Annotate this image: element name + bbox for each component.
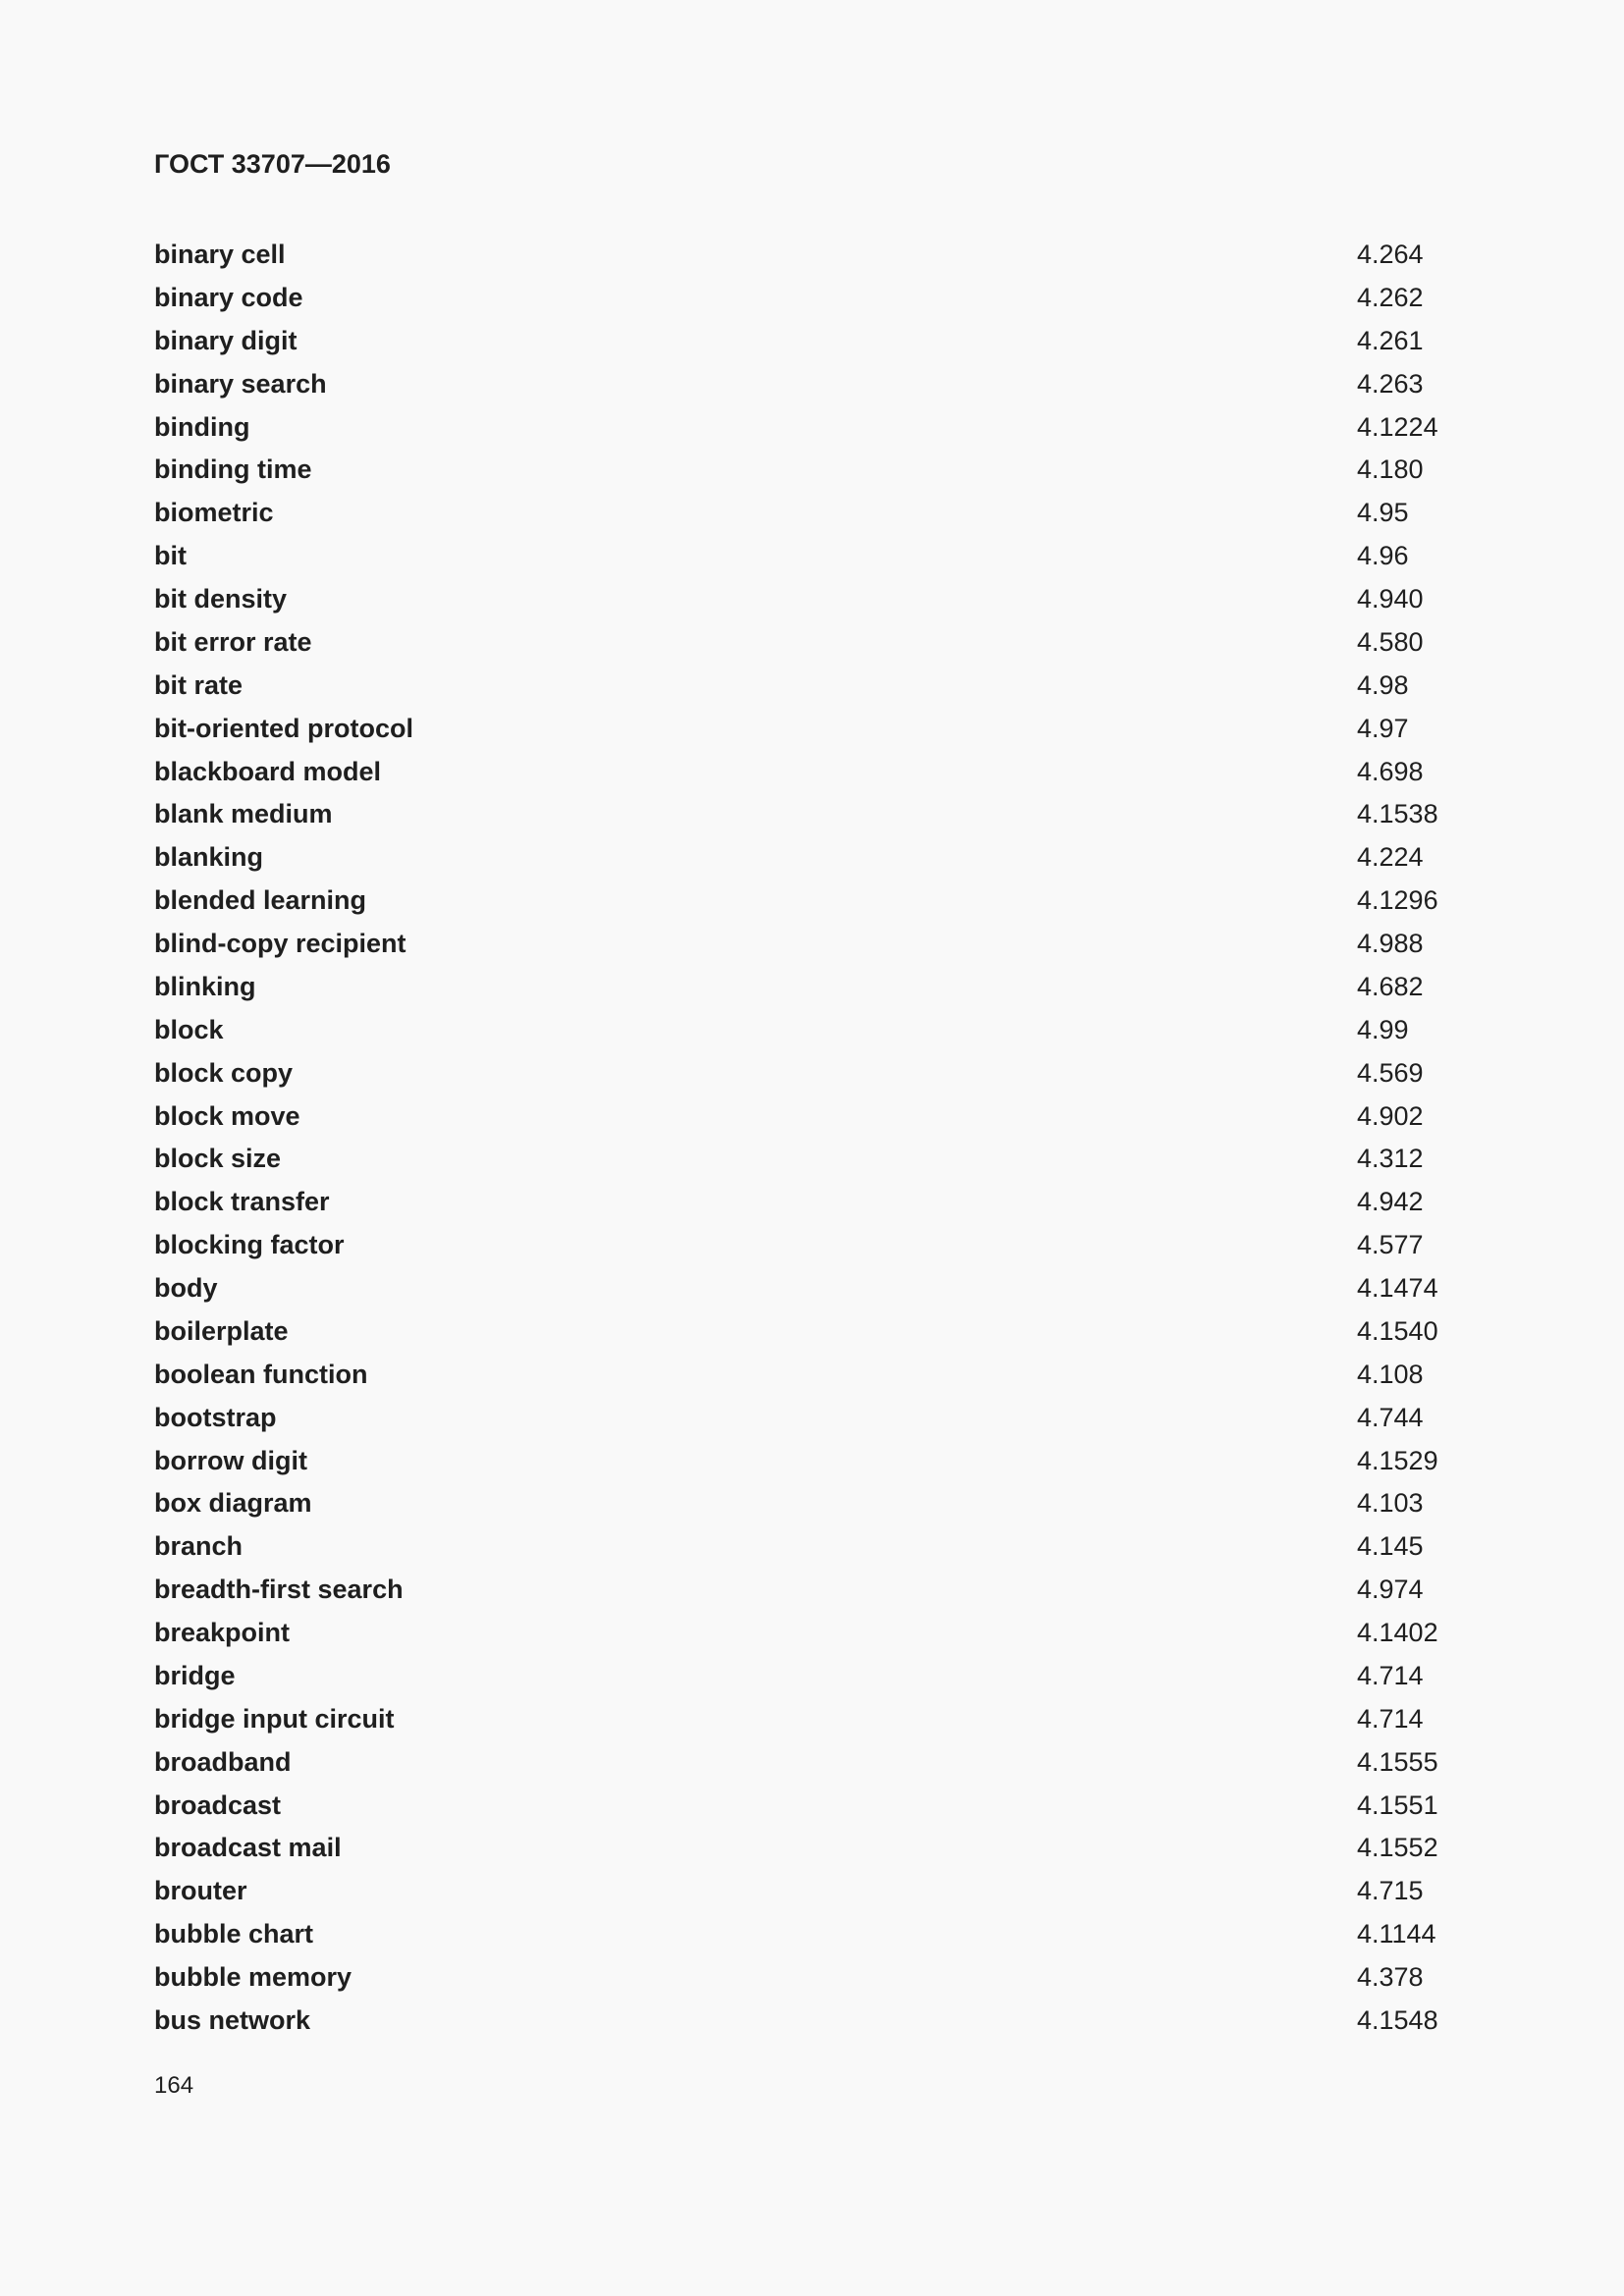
index-ref-number: 4.698	[1357, 756, 1424, 786]
index-entry	[154, 1401, 1470, 1444]
index-ref-number: 4.263	[1357, 368, 1424, 399]
index-term: blank medium	[154, 799, 333, 829]
index-term: binary cell	[154, 240, 286, 269]
index-ref-number: 4.1402	[1357, 1618, 1438, 1647]
index-term: branch	[154, 1531, 244, 1562]
index-term: bit rate	[154, 669, 244, 700]
index-ref-number: 4.103	[1357, 1488, 1424, 1519]
index-entry	[154, 1185, 1470, 1228]
index-term: block	[154, 1014, 224, 1044]
index-entry	[154, 970, 1470, 1013]
term-index-list	[154, 238, 1470, 2047]
index-term: broadcast mail	[154, 1833, 342, 1863]
index-term: binary digit	[154, 325, 298, 355]
index-term: bit-oriented protocol	[154, 713, 413, 743]
index-entry	[154, 539, 1470, 582]
index-term: block copy	[154, 1057, 294, 1088]
index-term: broadband	[154, 1746, 292, 1777]
index-entry	[154, 1444, 1470, 1487]
index-ref-number: 4.902	[1357, 1100, 1424, 1131]
index-term: blended learning	[154, 885, 367, 916]
index-term: borrow digit	[154, 1445, 307, 1475]
index-ref-number: 4.1540	[1357, 1315, 1438, 1346]
index-entry	[154, 1013, 1470, 1056]
index-term: bit error rate	[154, 626, 312, 657]
index-ref-number: 4.180	[1357, 454, 1424, 485]
index-ref-number: 4.1144	[1357, 1919, 1436, 1949]
index-term: blackboard model	[154, 756, 382, 786]
index-entry	[154, 1917, 1470, 1960]
index-entry	[154, 668, 1470, 712]
index-ref-number: 4.715	[1357, 1876, 1424, 1906]
index-entry	[154, 1789, 1470, 1832]
index-entry	[154, 840, 1470, 883]
index-ref-number: 4.577	[1357, 1230, 1424, 1260]
index-entry	[154, 883, 1470, 927]
index-entry	[154, 453, 1470, 496]
index-ref-number: 4.942	[1357, 1187, 1424, 1217]
index-ref-number: 4.108	[1357, 1359, 1424, 1389]
index-term: binary search	[154, 368, 327, 399]
index-ref-number: 4.1296	[1357, 885, 1438, 916]
index-ref-number: 4.97	[1357, 713, 1409, 743]
index-term: breadth-first search	[154, 1575, 404, 1605]
index-term: binary code	[154, 282, 303, 312]
index-ref-number: 4.580	[1357, 626, 1424, 657]
index-ref-number: 4.1555	[1357, 1746, 1438, 1777]
index-term: block move	[154, 1100, 300, 1131]
index-ref-number: 4.96	[1357, 541, 1409, 571]
index-term: boolean function	[154, 1359, 368, 1389]
index-entry	[154, 625, 1470, 668]
index-entry	[154, 1099, 1470, 1143]
index-ref-number: 4.744	[1357, 1402, 1424, 1432]
index-entry	[154, 1529, 1470, 1573]
index-ref-number: 4.1551	[1357, 1789, 1438, 1820]
index-term: blinking	[154, 971, 256, 1001]
index-entry	[154, 582, 1470, 625]
index-entry	[154, 1874, 1470, 1917]
index-ref-number: 4.264	[1357, 240, 1424, 269]
index-entry	[154, 1228, 1470, 1271]
index-term: binding	[154, 411, 250, 442]
index-term: boilerplate	[154, 1315, 289, 1346]
index-term: blanking	[154, 842, 264, 873]
index-term: block size	[154, 1144, 282, 1174]
index-ref-number: 4.378	[1357, 1962, 1424, 1992]
index-ref-number: 4.682	[1357, 971, 1424, 1001]
index-ref-number: 4.1548	[1357, 2004, 1438, 2035]
index-term: bridge input circuit	[154, 1703, 395, 1734]
index-ref-number: 4.99	[1357, 1014, 1409, 1044]
document-header: ГОСТ 33707—2016	[154, 149, 391, 179]
index-ref-number: 4.714	[1357, 1703, 1424, 1734]
index-ref-number: 4.569	[1357, 1057, 1424, 1088]
index-ref-number: 4.1224	[1357, 411, 1438, 442]
index-term: box diagram	[154, 1488, 312, 1519]
index-ref-number: 4.1529	[1357, 1445, 1438, 1475]
index-entry	[154, 797, 1470, 840]
index-ref-number: 4.988	[1357, 929, 1424, 958]
index-term: blind-copy recipient	[154, 929, 406, 958]
index-term: body	[154, 1273, 218, 1303]
index-term: bus network	[154, 2004, 311, 2035]
index-entry	[154, 1745, 1470, 1789]
index-entry	[154, 410, 1470, 454]
index-entry	[154, 1831, 1470, 1874]
index-entry	[154, 1271, 1470, 1314]
index-term: binding time	[154, 454, 312, 485]
index-term: bit density	[154, 584, 288, 614]
index-entry	[154, 1960, 1470, 2003]
index-ref-number: 4.312	[1357, 1144, 1424, 1174]
index-entry	[154, 1314, 1470, 1358]
index-ref-number: 4.974	[1357, 1575, 1424, 1605]
index-entry	[154, 1573, 1470, 1616]
index-term: broadcast	[154, 1789, 282, 1820]
index-ref-number: 4.261	[1357, 325, 1424, 355]
index-entry	[154, 1702, 1470, 1745]
index-term: block transfer	[154, 1187, 330, 1217]
index-ref-number: 4.714	[1357, 1660, 1424, 1690]
index-entry	[154, 1358, 1470, 1401]
index-term: bootstrap	[154, 1402, 277, 1432]
index-ref-number: 4.940	[1357, 584, 1424, 614]
index-entry	[154, 755, 1470, 798]
index-entry	[154, 281, 1470, 324]
index-term: breakpoint	[154, 1618, 291, 1647]
index-entry	[154, 496, 1470, 539]
index-ref-number: 4.1538	[1357, 799, 1438, 829]
page-number: 164	[154, 2072, 194, 2099]
index-term: bridge	[154, 1660, 236, 1690]
index-entry	[154, 2003, 1470, 2047]
index-term: biometric	[154, 498, 274, 528]
index-entry	[154, 712, 1470, 755]
index-entry	[154, 1056, 1470, 1099]
index-entry	[154, 1659, 1470, 1702]
index-ref-number: 4.98	[1357, 669, 1409, 700]
index-ref-number: 4.262	[1357, 282, 1424, 312]
index-entry	[154, 367, 1470, 410]
index-ref-number: 4.145	[1357, 1531, 1424, 1562]
index-entry	[154, 238, 1470, 281]
index-entry	[154, 1616, 1470, 1659]
index-ref-number: 4.224	[1357, 842, 1424, 873]
index-entry	[154, 1486, 1470, 1529]
index-ref-number: 4.1474	[1357, 1273, 1438, 1303]
index-term: blocking factor	[154, 1230, 345, 1260]
index-term: brouter	[154, 1876, 247, 1906]
index-entry	[154, 1142, 1470, 1185]
index-ref-number: 4.95	[1357, 498, 1409, 528]
index-entry	[154, 324, 1470, 367]
index-term: bubble chart	[154, 1919, 314, 1949]
index-term: bit	[154, 541, 187, 571]
index-ref-number: 4.1552	[1357, 1833, 1438, 1863]
index-term: bubble memory	[154, 1962, 352, 1992]
index-entry	[154, 927, 1470, 970]
